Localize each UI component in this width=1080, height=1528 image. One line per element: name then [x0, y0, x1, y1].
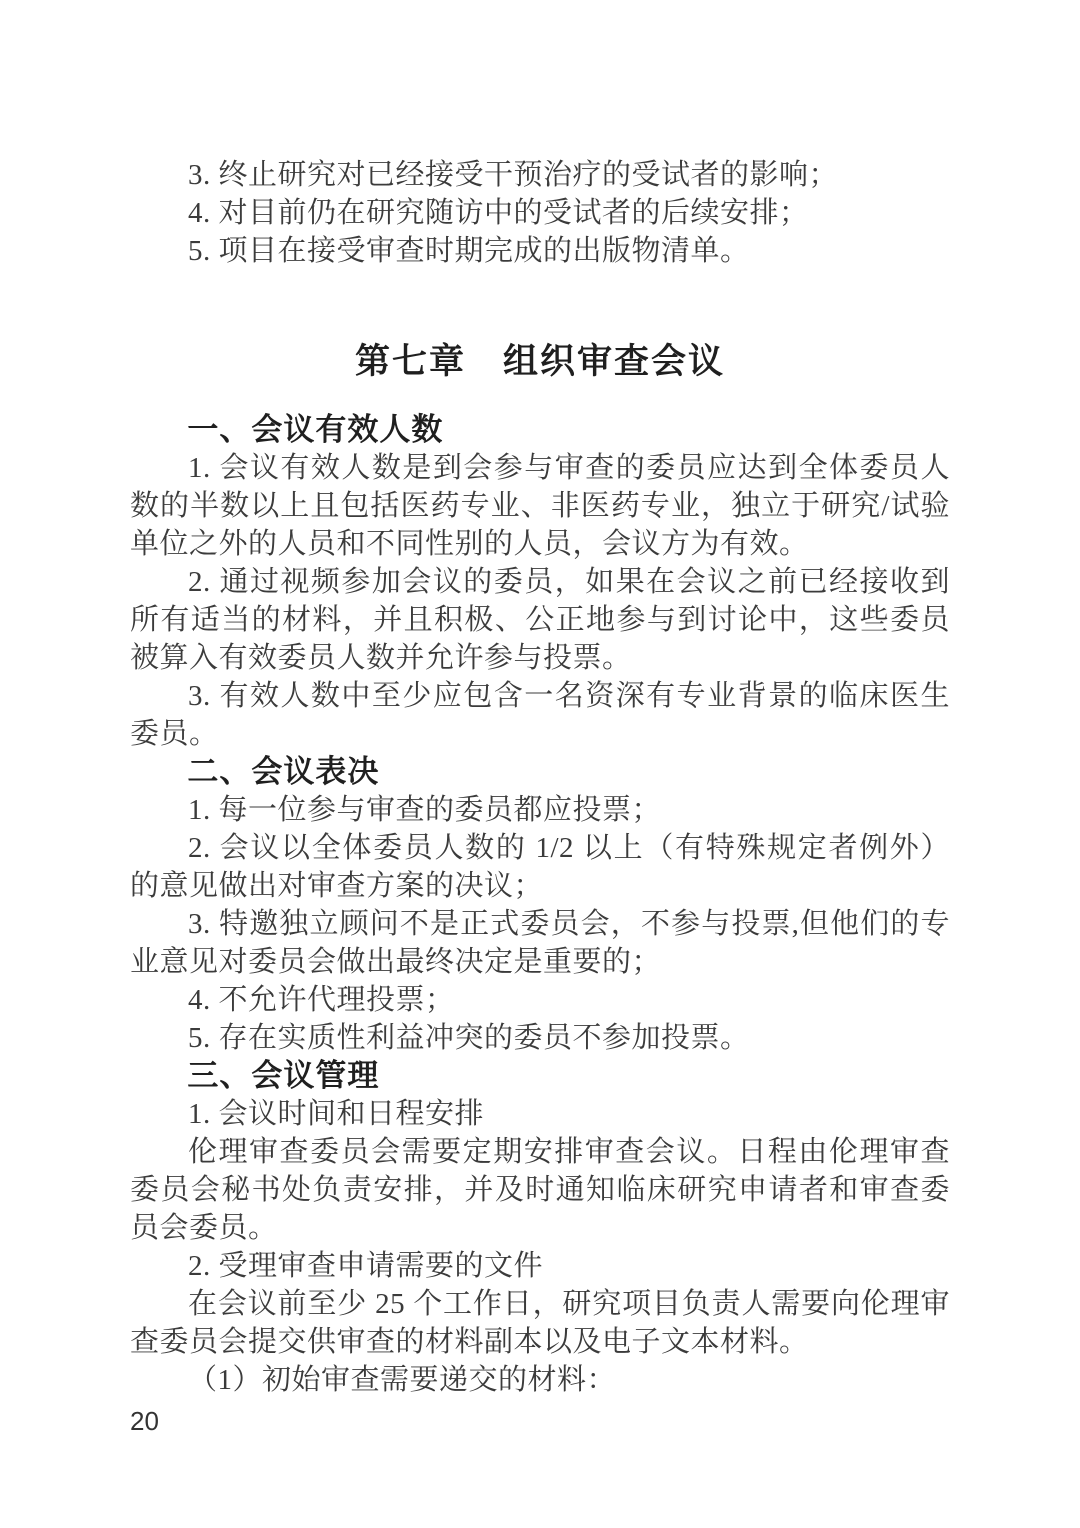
- paragraph: 2. 会议以全体委员人数的 1/2 以上（有特殊规定者例外）的意见做出对审查方案的决议；: [130, 832, 950, 902]
- page-number: 20: [130, 1406, 159, 1436]
- chapter-title: 第七章 组织审查会议: [354, 342, 725, 381]
- paragraph: 2. 受理审查申请需要的文件: [188, 1250, 544, 1282]
- paragraph: 5. 存在实质性利益冲突的委员不参加投票。: [188, 1022, 750, 1054]
- paragraph: （1）初始审查需要递交的材料：: [188, 1364, 617, 1396]
- paragraph: 3. 有效人数中至少应包含一名资深有专业背景的临床医生委员。: [130, 680, 950, 750]
- intro-list: [130, 156, 950, 270]
- list-item: 4. 对目前仍在研究随访中的受试者的后续安排；: [188, 197, 809, 229]
- paragraph: 3. 特邀独立顾问不是正式委员会，不参与投票,但他们的专业意见对委员会做出最终决定是重要的；: [130, 908, 950, 978]
- section-heading: 三、会议管理: [187, 1058, 380, 1093]
- paragraph: 1. 会议时间和日程安排: [188, 1098, 485, 1130]
- paragraph: 4. 不允许代理投票；: [188, 984, 455, 1016]
- list-item: 5. 项目在接受审查时期完成的出版物清单。: [188, 235, 750, 267]
- paragraph: 2. 通过视频参加会议的委员，如果在会议之前已经接收到所有适当的材料，并且积极、公正地参与到讨论中，这些委员被算入有效委员人数并允许参与投票。: [130, 566, 950, 674]
- section-heading: 二、会议表决: [187, 754, 380, 789]
- section-meeting-voting: [130, 753, 950, 1057]
- paragraph: 在会议前至少 25 个工作日，研究项目负责人需要向伦理审查委员会提交供审查的材料副本以及电子文本材料。: [130, 1288, 950, 1358]
- list-item: 3. 终止研究对已经接受干预治疗的受试者的影响；: [188, 159, 839, 191]
- paragraph: 1. 会议有效人数是到会参与审查的委员应达到全体委员人数的半数以上且包括医药专业、非医药专业，独立于研究/试验单位之外的人员和不同性别的人员，会议方为有效。: [130, 452, 950, 560]
- paragraph: 伦理审查委员会需要定期安排审查会议。日程由伦理审查委员会秘书处负责安排，并及时通知临床研究申请者和审查委员会委员。: [130, 1136, 950, 1244]
- page-content: [130, 156, 950, 1399]
- section-heading: 一、会议有效人数: [187, 412, 444, 447]
- section-meeting-quorum: [130, 411, 950, 753]
- section-meeting-management: [130, 1057, 950, 1399]
- paragraph: 1. 每一位参与审查的委员都应投票；: [188, 794, 662, 826]
